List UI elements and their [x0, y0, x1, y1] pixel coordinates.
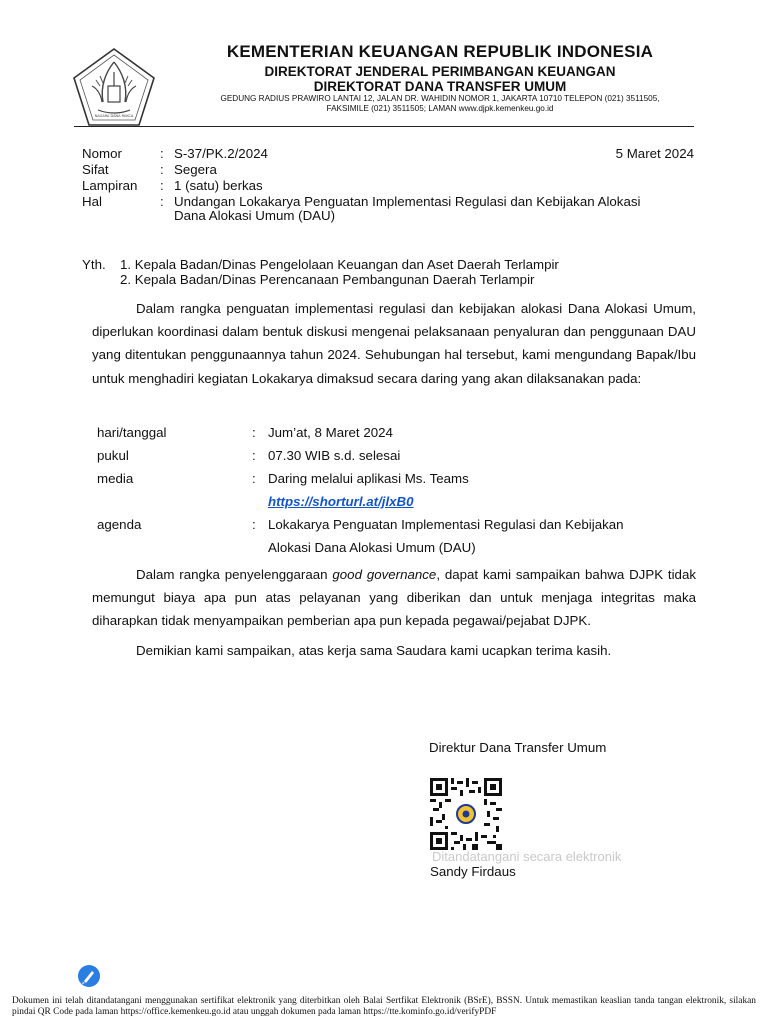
letterhead-divider — [74, 126, 694, 127]
address-line-2: FAKSIMILE (021) 3511505; LAMAN www.djpk.kemenkeu.go.id — [326, 104, 554, 113]
address-line-1: GEDUNG RADIUS PRAWIRO LANTAI 12, JALAN DR. WAHIDIN NOMOR 1, JAKARTA 10710 TELEPON (021) 3511505, — [220, 94, 660, 103]
body-paragraph-3: Demikian kami sampaikan, atas kerja sama Saudara kami ucapkan terima kasih. — [136, 643, 612, 658]
letter-date: 5 Maret 2024 — [615, 146, 694, 161]
svg-text:NAGARA DANA RAKCA: NAGARA DANA RAKCA — [94, 114, 134, 118]
electronic-signature-badge-icon — [78, 965, 100, 987]
signatory-title: Direktur Dana Transfer Umum — [429, 740, 607, 755]
recipient-item: 2. Kepala Badan/Dinas Perencanaan Pembangunan Daerah Terlampir — [120, 272, 535, 287]
body-paragraph-2: Dalam rangka penyelenggaraan good governance, dapat kami sampaikan bahwa DJPK tidak memungut biaya apa pun atas pelayanan yang diberikan dan untuk menjaga integritas maka diharapkan tidak menyampaikan pemberian apa pun kepada pegawai/pejabat DJPK. — [92, 567, 696, 629]
italic-term: good governance — [332, 567, 437, 582]
subject-line-1: Undangan Lokakarya Penguatan Implementasi Regulasi dan Kebijakan Alokasi — [174, 194, 641, 209]
detail-row-link — [0, 494, 768, 512]
electronic-signature-note: Ditandatangani secara elektronik — [432, 849, 622, 864]
detail-row-media: media : Daring melalui aplikasi Ms. Teams — [97, 471, 469, 486]
detail-row-agenda-cont: Alokasi Dana Alokasi Umum (DAU) — [268, 540, 476, 555]
meta-row-lampiran: Lampiran : 1 (satu) berkas — [82, 178, 263, 193]
meeting-link[interactable]: https://shorturl.at/jlxB0 — [268, 494, 414, 509]
directorate-general-name: DIREKTORAT JENDERAL PERIMBANGAN KEUANGAN — [264, 64, 616, 79]
meta-row-hal: Hal : Undangan Lokakarya Penguatan Implementasi Regulasi dan Kebijakan Alokasi Dana Alokasi Umum (DAU) — [82, 194, 694, 226]
detail-row-date: hari/tanggal : Jum’at, 8 Maret 2024 — [97, 425, 393, 440]
footer-disclaimer: Dokumen ini telah ditandatangani menggunakan sertifikat elektronik yang diterbitkan oleh Balai Sertfikat Elektronik (BSrE), BSSN. Untuk memastikan keaslian tanda tangan elektronik, silakan pindai QR Code pada laman https://office.kemenkeu.go.id atau unggah dokumen pada laman https://tte.kominfo.go.id/verifyPDF — [12, 996, 756, 1017]
meta-row-nomor: Nomor : S-37/PK.2/2024 — [82, 146, 694, 162]
detail-row-agenda: agenda : Lokakarya Penguatan Implementasi Regulasi dan Kebijakan — [97, 517, 624, 532]
ministry-name: KEMENTERIAN KEUANGAN REPUBLIK INDONESIA — [226, 42, 654, 61]
subject-line-2: Dana Alokasi Umum (DAU) — [174, 208, 336, 223]
body-paragraph-1: Dalam rangka penguatan implementasi regulasi dan kebijakan alokasi Dana Alokasi Umum, diperlukan koordinasi dalam bentuk diskusi mengenai pelaksanaan penyaluran dan penggunaan DAU yang ditentukan penggunaannya tahun 2024. Sehubungan hal tersebut, kami mengundang Bapak/Ibu untuk menghadiri kegiatan Lokakarya dimaksud secara daring yang akan dilaksanakan pada: — [92, 301, 696, 386]
recipient-label: Yth. — [82, 257, 106, 272]
meta-row-sifat: Sifat : Segera — [82, 162, 217, 177]
signatory-name: Sandy Firdaus — [430, 864, 516, 879]
qr-code-icon — [430, 778, 502, 850]
recipient-item: 1. Kepala Badan/Dinas Pengelolaan Keuangan dan Aset Daerah Terlampir — [120, 257, 559, 272]
letter-number: S-37/PK.2/2024 — [174, 146, 268, 161]
directorate-name: DIREKTORAT DANA TRANSFER UMUM — [313, 79, 567, 94]
detail-row-time: pukul : 07.30 WIB s.d. selesai — [97, 448, 401, 463]
ministry-emblem-icon — [70, 46, 158, 128]
